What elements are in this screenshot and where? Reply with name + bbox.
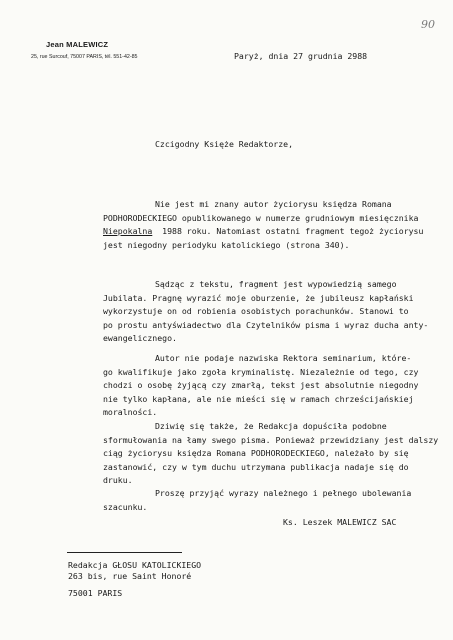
paragraph-line: Sądząc z tekstu, fragment jest wypowiedzią samego	[155, 279, 397, 289]
handwritten-page-number: 90	[421, 18, 435, 31]
paragraph-3	[0, 352, 418, 420]
recipient-line: 75001 PARIS	[68, 588, 123, 598]
letterhead-name: Jean MALEWICZ	[46, 40, 109, 49]
recipient-address	[68, 560, 201, 599]
paragraph-2	[0, 278, 428, 346]
paragraph-line: Nie jest mi znany autor życiorysu księdza Romana	[155, 199, 392, 209]
paragraph-line: jest niegodny periodyku katolickiego (strona 340).	[103, 239, 350, 250]
paragraph-1	[0, 198, 423, 252]
address-divider	[67, 552, 182, 553]
paragraph-line: ciąg życiorysu księdza Romana PODHORODECKIEGO, należało by się	[103, 448, 409, 459]
paragraph-line-niepokalna: Niepokalna 1988 roku. Natomiast ostatni fragment tegoż życiorysu	[103, 226, 424, 237]
paragraph-line: wykorzystuje on od robienia osobistych porachunków. Stanowi to	[103, 306, 409, 317]
recipient-line: Redakcja GŁOSU KATOLICKIEGO	[68, 560, 202, 570]
signature: Ks. Leszek MALEWICZ SAC	[283, 517, 397, 527]
paragraph-line: moralności.	[103, 407, 158, 418]
letter-date: Paryż, dnia 27 grudnia 2988	[234, 51, 368, 61]
paragraph-line: Proszę przyjąć wyrazy należnego i pełnego ubolewania	[155, 488, 412, 498]
paragraph-line: PODHORODECKIEGO opublikowanego w numerze grudniowym miesięcznika	[103, 212, 419, 223]
paragraph-line: ewangelicznego.	[103, 333, 177, 344]
paragraph-line: go kwalifikuje jako zgoła kryminalistę. Niezależnie od tego, czy	[103, 366, 419, 377]
paragraph-line: sformułowania na łamy swego pisma. Ponieważ przewidziany jest dalszy	[103, 434, 439, 445]
paragraph-5	[0, 487, 411, 514]
paragraph-line: Jubilata. Pragnę wyrazić moje oburzenie, że jubileusz kapłański	[103, 292, 414, 303]
paragraph-line: po prostu antyświadectwo dla Czytelników pisma i wyraz ducha anty-	[103, 319, 429, 330]
paragraph-line: druku.	[103, 475, 133, 486]
paragraph-line: szacunku.	[103, 501, 148, 512]
paragraph-line: Dziwię się także, że Redakcja dopuściła podobne	[155, 421, 387, 431]
paragraph-4	[0, 420, 438, 488]
paragraph-line: Autor nie podaje nazwiska Rektora seminarium, które-	[155, 353, 412, 363]
letterhead-address: 25, rue Surcouf, 75007 PARIS, tél. 551-42-85	[31, 54, 138, 60]
recipient-line: 263 bis, rue Saint Honoré	[68, 571, 192, 581]
paragraph-line: zastanowić, czy w tym duchu utrzymana publikacja nadaje się do	[103, 461, 409, 472]
salutation: Czcigodny Księże Redaktorze,	[155, 139, 294, 149]
paragraph-line: chodzi o osobę żyjącą czy zmarłą, tekst jest absolutnie niegodny	[103, 380, 419, 391]
paragraph-line: nie tylko kapłana, ale nie mieści się w ramach chrześcijańskiej	[103, 393, 414, 404]
